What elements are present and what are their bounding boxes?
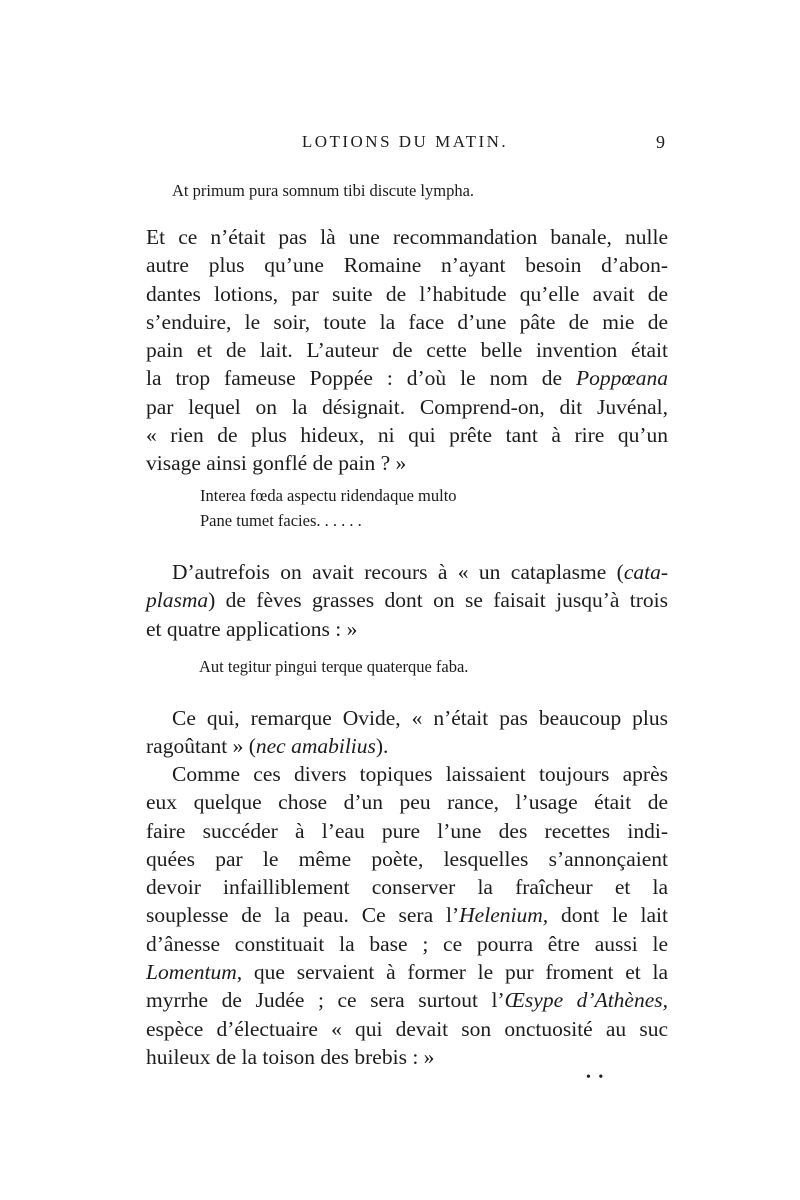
- text-span: myrrhe de Judée ; ce sera surtout l’: [146, 988, 505, 1013]
- text-line: [146, 364, 668, 392]
- text-line: faire succéder à l’eau pure l’une des recettes indi-: [146, 818, 668, 843]
- italic-term: Helenium,: [459, 903, 549, 928]
- italic-term: Œsype d’Athènes,: [504, 988, 669, 1013]
- verse-line: Pane tumet facies. . . . . .: [200, 511, 362, 530]
- italic-term: cata-: [623, 560, 668, 584]
- italic-term: nec amabilius: [255, 734, 376, 759]
- text-line: pain et de lait. L’auteur de cette belle invention était: [146, 338, 668, 363]
- text-line: et quatre applications : »: [146, 616, 358, 641]
- text-span: ragoûtant » (: [146, 734, 256, 759]
- text-line: [146, 901, 668, 929]
- page-number: 9: [656, 132, 665, 152]
- text-line: quées par le même poète, lesquelles s’annonçaient: [146, 846, 668, 871]
- italic-term: Lomentum,: [146, 960, 243, 985]
- text-span: la trop fameuse Poppée : d’où le nom de: [146, 366, 577, 391]
- text-line: autre plus qu’une Romaine n’ayant besoin d’abon-: [146, 253, 668, 278]
- verse-quote-1: [172, 178, 474, 203]
- text-span: ).: [375, 734, 389, 759]
- verse-line: At primum pura somnum tibi discute lympha.: [172, 181, 475, 200]
- text-line: espèce d’électuaire « qui devait son onctuosité au suc: [146, 1016, 668, 1041]
- footer-dots: • •: [586, 1070, 606, 1085]
- page-header: [145, 132, 665, 156]
- paragraph-3: [146, 704, 668, 761]
- italic-term: Poppœana: [576, 366, 668, 391]
- verse-line: Interea fœda aspectu ridendaque multo: [200, 486, 457, 505]
- text-line: [146, 986, 668, 1014]
- text-line: [146, 958, 668, 986]
- text-span: souplesse de la peau. Ce sera l’: [146, 903, 460, 928]
- text-line: « rien de plus hideux, ni qui prête tant à rire qu’un: [146, 423, 668, 448]
- running-head: LOTIONS DU MATIN.: [301, 132, 509, 151]
- text-line: dantes lotions, par suite de l’habitude qu’elle avait de: [146, 281, 668, 306]
- text-line: Comme ces divers topiques laissaient toujours après: [172, 762, 668, 786]
- text-line: eux quelque chose d’un peu rance, l’usage était de: [146, 790, 668, 815]
- text-line: Et ce n’était pas là une recommandation banale, nulle: [146, 225, 668, 249]
- text-line: visage ainsi gonflé de pain ? »: [146, 451, 407, 476]
- verse-quote-2: [200, 483, 457, 533]
- paragraph-2: [146, 558, 668, 643]
- text-line: s’enduire, le soir, toute la face d’une pâte de mie de: [146, 309, 668, 334]
- text-span: que servaient à former le pur froment et la: [242, 960, 668, 985]
- text-line: [146, 558, 668, 586]
- text-line: [146, 732, 668, 760]
- paragraph-1: [146, 223, 668, 478]
- text-span: D’autrefois on avait recours à « un cataplasme (: [172, 560, 624, 584]
- paragraph-4: [146, 760, 668, 1071]
- text-span: ) de fèves grasses dont on se faisait jusqu’à trois: [208, 588, 668, 613]
- verse-line: Aut tegitur pingui terque quaterque faba.: [199, 657, 469, 676]
- text-line: [146, 586, 668, 614]
- text-line: par lequel on la désignait. Comprend-on, dit Juvénal,: [146, 394, 668, 419]
- text-line: huileux de la toison des brebis : »: [146, 1044, 435, 1069]
- verse-quote-3: [199, 654, 468, 679]
- text-span: dont le lait: [548, 903, 668, 928]
- text-line: Ce qui, remarque Ovide, « n’était pas beaucoup plus: [172, 706, 668, 730]
- text-line: d’ânesse constituait la base ; ce pourra être aussi le: [146, 931, 668, 956]
- text-line: devoir infailliblement conserver la fraîcheur et la: [146, 875, 668, 900]
- italic-term: plasma: [146, 588, 209, 613]
